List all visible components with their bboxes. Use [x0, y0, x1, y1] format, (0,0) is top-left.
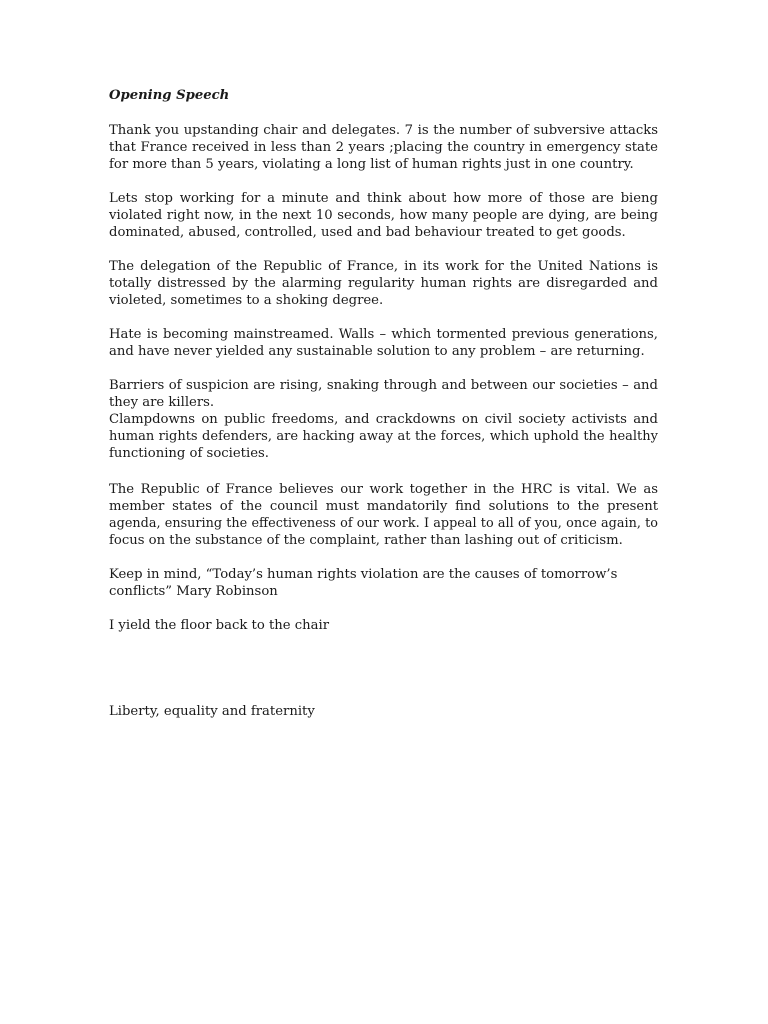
paragraph-line: and have never yielded any sustainable solution to any problem – are returning.: [109, 344, 645, 359]
paragraph-line: dominated, abused, controlled, used and bad behaviour treated to get goods.: [109, 225, 626, 240]
paragraph-line: The delegation of the Republic of France, in its work for the United Nations is: [109, 259, 658, 274]
paragraph-line: agenda, ensuring the effectiveness of our work. I appeal to all of you, once again, to: [109, 516, 658, 531]
paragraph-line: human rights defenders, are hacking away at the forces, which uphold the healthy: [109, 429, 658, 444]
paragraph-1: [109, 122, 658, 173]
paragraph-3: [109, 258, 658, 309]
paragraph-line: totally distressed by the alarming regularity human rights are disregarded and: [109, 276, 658, 291]
paragraph-line: for more than 5 years, violating a long list of human rights just in one country.: [109, 157, 634, 172]
paragraph-line: that France received in less than 2 years ;placing the country in emergency state: [109, 140, 658, 155]
paragraph-line: violated right now, in the next 10 seconds, how many people are dying, are being: [109, 208, 658, 223]
paragraph-line: Keep in mind, “Today’s human rights violation are the causes of tomorrow’s: [109, 567, 618, 582]
paragraph-5: [109, 377, 658, 462]
paragraph-line: focus on the substance of the complaint, rather than lashing out of criticism.: [109, 533, 623, 548]
paragraph-line: member states of the council must mandatorily find solutions to the present: [109, 499, 658, 514]
paragraph-line: they are killers.: [109, 395, 215, 410]
paragraph-line: Clampdowns on public freedoms, and crackdowns on civil society activists and: [109, 412, 658, 427]
paragraph-line: The Republic of France believes our work together in the HRC is vital. We as: [109, 482, 658, 497]
speech-title: Opening Speech: [109, 88, 230, 103]
paragraph-line: Thank you upstanding chair and delegates. 7 is the number of subversive attacks: [109, 123, 658, 138]
paragraph-2: [109, 190, 658, 241]
paragraph-line: violeted, sometimes to a shoking degree.: [109, 293, 384, 308]
paragraph-line: functioning of societies.: [109, 446, 269, 461]
paragraph-line: Hate is becoming mainstreamed. Walls – which tormented previous generations,: [109, 327, 658, 342]
paragraph-line: I yield the floor back to the chair: [109, 618, 330, 633]
paragraph-line: conflicts” Mary Robinson: [109, 584, 278, 599]
paragraph-line: Barriers of suspicion are rising, snaking through and between our societies – and: [109, 378, 658, 393]
paragraph-6: [109, 481, 658, 549]
paragraph-7: [109, 566, 658, 600]
paragraph-4: [109, 326, 658, 360]
paragraph-line: Lets stop working for a minute and think about how more of those are bieng: [109, 191, 658, 206]
closing-line: Liberty, equality and fraternity: [109, 704, 315, 719]
paragraph-8: [109, 617, 658, 634]
